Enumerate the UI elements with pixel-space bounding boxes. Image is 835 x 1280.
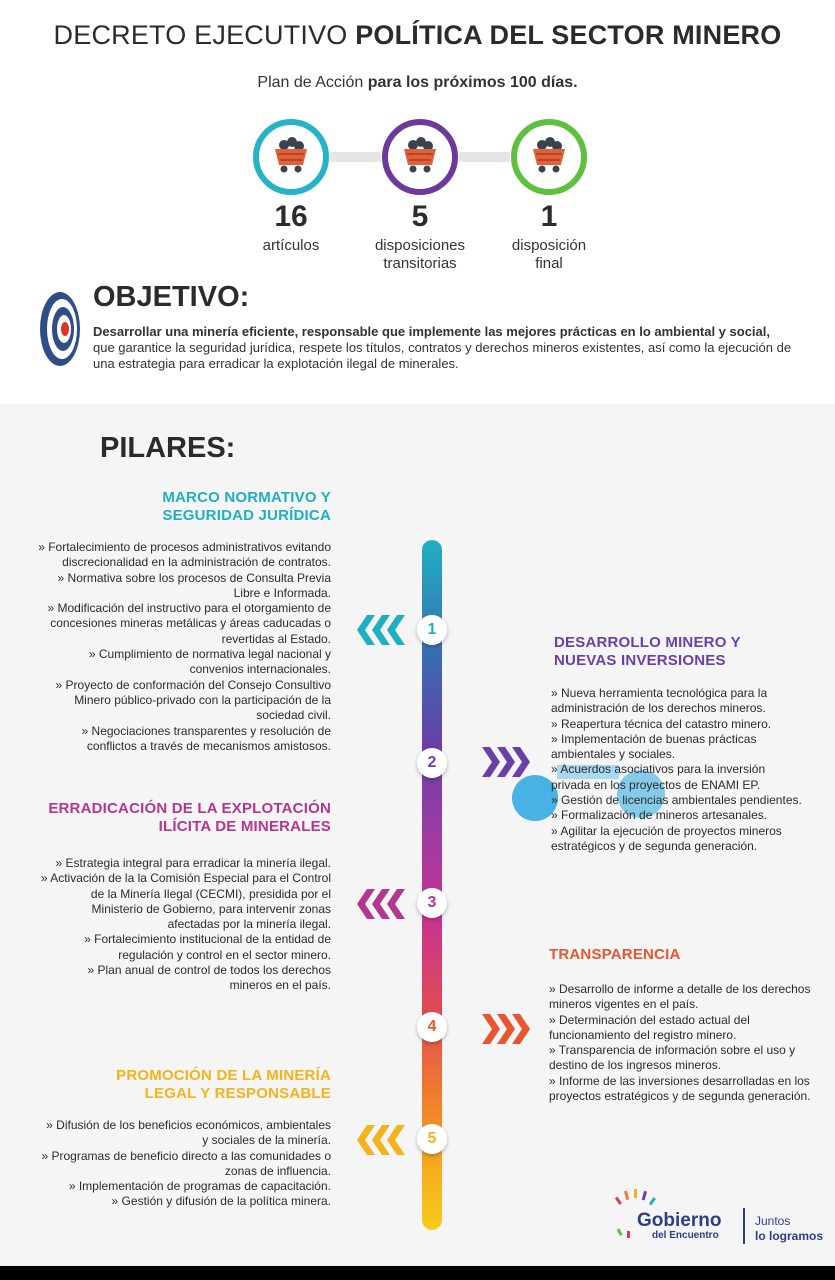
- pillar-list-item: » Reapertura técnica del catastro minero.: [551, 716, 772, 731]
- pillar-list-item: » Desarrollo de informe a detalle de los derechos: [549, 982, 811, 996]
- slogan-line-2: lo logramos: [755, 1229, 824, 1243]
- pillar-list-item: » Cumplimiento de normativa legal nacional y: [88, 647, 331, 662]
- pillar-list-item: administración de los derechos mineros.: [551, 701, 766, 716]
- pillar-list-item: estratégicos y de segunda generación.: [551, 838, 758, 853]
- stat-label: [474, 237, 624, 273]
- pillar-list-item: » Implementación de buenas prácticas: [551, 731, 757, 746]
- pillar-list-item: » Normativa sobre los procesos de Consulta Previa: [57, 570, 331, 585]
- pillar-list-item: ambientales y sociales.: [551, 747, 676, 762]
- stat-label-line: final: [535, 255, 563, 272]
- pillar-list-item: convenios internacionales.: [189, 662, 331, 677]
- stat-circle: [510, 118, 588, 196]
- pillar-list-item: » Informe de las inversiones desarrolladas en los: [549, 1073, 810, 1088]
- pillar-title: [10, 800, 331, 836]
- pillar-list-item: y sociales de la minería.: [202, 1133, 331, 1148]
- slogan-line-1: Juntos: [755, 1214, 791, 1228]
- mine-cart-icon: [381, 118, 459, 196]
- pillar-list: [551, 686, 835, 854]
- stat-number: 16: [274, 200, 308, 233]
- pillar-list-item: » Fortalecimiento institucional de la entidad de: [84, 932, 331, 947]
- pillar-list-item: » Acuerdos asociativos para la inversión: [551, 762, 766, 777]
- pillar-list-item: » Modificación del instructivo para el otorgamiento de: [47, 601, 331, 616]
- stat-label: [216, 237, 366, 255]
- stat-number: 1: [540, 200, 558, 233]
- page-subtitle: [0, 74, 835, 92]
- pillar-list-item: funcionamiento del registro minero.: [549, 1027, 737, 1042]
- objetivo-text-rest: que garantice la seguridad jurídica, respete los títulos, contratos y derechos mineros existentes, así como la ejecución de una estrategia para erradicar la explotación ilegal de minerales.: [93, 340, 792, 371]
- pillar-number: 3: [417, 888, 447, 918]
- title-bold: POLÍTICA DEL SECTOR MINERO: [355, 20, 782, 50]
- pillar-list-item: revertidas al Estado.: [221, 631, 331, 646]
- pillar-list-item: » Difusión de los beneficios económicos, ambientales: [46, 1118, 331, 1132]
- pillar-title-line: SEGURIDAD JURÍDICA: [162, 507, 331, 524]
- pillar-list: [0, 1118, 331, 1210]
- pillar-list-item: » Formalización de mineros artesanales.: [551, 808, 768, 823]
- pillar-list-item: » Nueva herramienta tecnológica para la: [551, 686, 768, 700]
- pillar-number: 2: [417, 748, 447, 778]
- stat-circle: [381, 118, 459, 196]
- pillar-list-item: » Determinación del estado actual del: [549, 1012, 750, 1027]
- pillar-title: [10, 489, 331, 525]
- pillar-list-item: discrecionalidad en la administración de contratos.: [62, 555, 331, 570]
- chevron-right-icon: [478, 1012, 534, 1046]
- bottom-strip: [0, 1266, 835, 1280]
- logo-divider: [743, 1208, 745, 1244]
- chevron-right-icon: [478, 745, 534, 779]
- pillar-list-item: sociedad civil.: [256, 708, 331, 723]
- logo-main-text: Gobierno: [637, 1210, 722, 1231]
- pillar-title: [10, 1067, 331, 1103]
- pillar-list: [0, 856, 331, 994]
- stat-circle: [252, 118, 330, 196]
- subtitle-bold: para los próximos 100 días.: [367, 74, 578, 91]
- stat-number: 5: [411, 200, 429, 233]
- pillar-title-line: MARCO NORMATIVO Y: [162, 489, 331, 506]
- pillar-title: [549, 946, 830, 964]
- stat-label-line: disposiciones: [374, 237, 466, 254]
- pillar-list-item: » Gestión de licencias ambientales pendientes.: [551, 793, 802, 808]
- pillar-list-item: destino de los ingresos mineros.: [549, 1058, 722, 1073]
- pillar-list-item: » Transparencia de información sobre el uso y: [549, 1043, 796, 1058]
- pillar-list-item: » Plan anual de control de todos los derechos: [87, 963, 331, 978]
- logo-sub-text: del Encuentro: [652, 1230, 719, 1241]
- pillar-list-item: concesiones mineras metálicas y áreas caducadas o: [50, 616, 331, 631]
- subtitle-light: Plan de Acción: [257, 74, 368, 91]
- stat-label-line: disposición: [511, 237, 587, 254]
- pillar-list-item: proyectos estratégicos y de segunda generación.: [549, 1089, 811, 1104]
- pillar-title-line: DESARROLLO MINERO Y: [554, 634, 741, 651]
- pillar-list-item: Libre e Informada.: [233, 585, 331, 600]
- stat-label-line: transitorias: [383, 255, 457, 272]
- chevron-left-icon: [349, 887, 405, 921]
- pillar-list-item: de la Minería Ilegal (CECMI), presidida por el: [90, 886, 331, 901]
- pillar-list-item: privada en los proyectos de ENAMI EP.: [551, 777, 761, 792]
- pillar-title-line: LEGAL Y RESPONSABLE: [144, 1085, 331, 1102]
- mine-cart-icon: [510, 118, 588, 196]
- pillar-number: 5: [417, 1124, 447, 1154]
- stat-label-line: artículos: [262, 237, 320, 254]
- pillar-list-item: zonas de influencia.: [224, 1163, 331, 1178]
- pillar-list-item: » Agilitar la ejecución de proyectos mineros: [551, 823, 782, 838]
- pillar-list-item: mineros vigentes en el país.: [549, 997, 699, 1012]
- chevron-left-icon: [349, 613, 405, 647]
- objetivo-text: [93, 324, 793, 372]
- pillar-list-item: » Activación de la la Comisión Especial para el Control: [40, 871, 331, 886]
- pillar-list-item: Ministerio de Gobierno, para intervenir zonas: [91, 901, 331, 916]
- pillar-list-item: » Proyecto de conformación del Consejo Consultivo: [55, 677, 331, 692]
- pillar-list-item: » Negociaciones transparentes y resolución de: [81, 723, 331, 738]
- pillar-title-line: NUEVAS INVERSIONES: [554, 652, 726, 669]
- pillar-list-item: » Programas de beneficio directo a las comunidades o: [41, 1148, 331, 1163]
- target-icon: [38, 290, 82, 368]
- pillar-title-line: ILÍCITA DE MINERALES: [158, 818, 331, 835]
- pillar-list: [0, 540, 331, 754]
- objetivo-title: OBJETIVO:: [93, 281, 250, 313]
- pillar-list-item: » Implementación de programas de capacitación.: [68, 1179, 331, 1194]
- chevron-left-icon: [349, 1123, 405, 1157]
- pillar-number: 1: [417, 615, 447, 645]
- pillar-list-item: » Estrategia integral para erradicar la minería ilegal.: [55, 856, 331, 870]
- pillar-list-item: » Gestión y difusión de la política minera.: [111, 1194, 331, 1209]
- pillar-title-line: ERRADICACIÓN DE LA EXPLOTACIÓN: [48, 800, 331, 817]
- mine-cart-icon: [252, 118, 330, 196]
- pillar-title: [554, 634, 835, 670]
- pillar-list-item: » Fortalecimiento de procesos administrativos evitando: [38, 540, 331, 554]
- pilares-title: PILARES:: [100, 432, 236, 464]
- pillar-list-item: conflictos a través de mecanismos amistosos.: [86, 738, 331, 753]
- objetivo-text-bold: Desarrollar una minería eficiente, responsable que implemente las mejores prácticas en lo ambiental y social,: [93, 324, 770, 339]
- page-title: [0, 20, 835, 51]
- pillar-title-line: PROMOCIÓN DE LA MINERÍA: [116, 1067, 331, 1084]
- pillar-list-item: mineros en el país.: [229, 978, 331, 993]
- pillar-list-item: Minero público-privado con la participación de la: [74, 692, 331, 707]
- pillar-list: [549, 982, 835, 1104]
- pillar-number: 4: [417, 1012, 447, 1042]
- stat-label: [345, 237, 495, 273]
- pillar-list-item: regulación y control en el sector minero.: [118, 947, 331, 962]
- pillar-list-item: afectadas por la minería ilegal.: [167, 917, 331, 932]
- pillar-title-line: TRANSPARENCIA: [549, 946, 681, 963]
- title-light: DECRETO EJECUTIVO: [53, 20, 356, 50]
